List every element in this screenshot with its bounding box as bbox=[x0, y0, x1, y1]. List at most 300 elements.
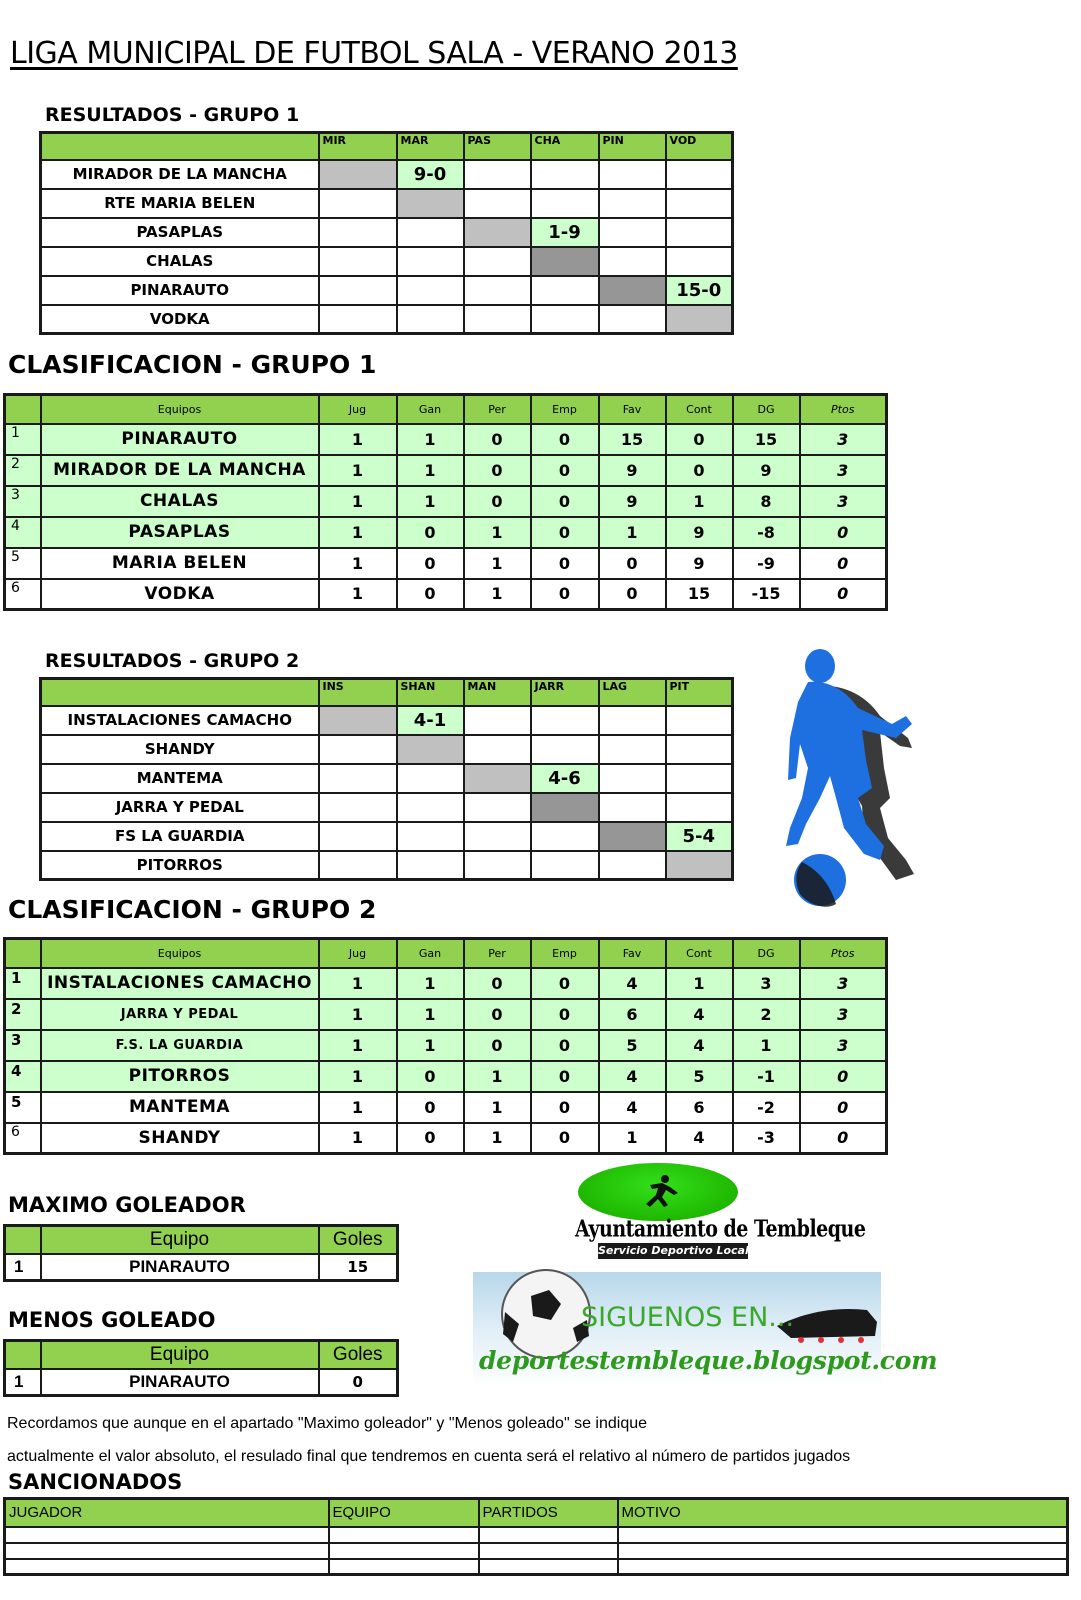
results-row bbox=[41, 305, 733, 334]
stat-pts: 0 bbox=[800, 1061, 887, 1092]
result-cell bbox=[464, 305, 531, 334]
result-cell: 5-4 bbox=[666, 822, 733, 851]
stat-cont: 0 bbox=[666, 424, 733, 455]
stat-gan: 1 bbox=[397, 486, 464, 517]
top-scorer-table bbox=[3, 1224, 399, 1282]
stat-jug: 1 bbox=[319, 1061, 397, 1092]
results-header-row bbox=[41, 679, 733, 706]
stat-emp: 0 bbox=[531, 1061, 599, 1092]
cell bbox=[329, 1559, 479, 1575]
col-header: Jug bbox=[319, 939, 397, 968]
result-cell bbox=[319, 160, 397, 189]
stat-gan: 0 bbox=[397, 1123, 464, 1154]
stat-pts: 3 bbox=[800, 424, 887, 455]
result-cell bbox=[319, 305, 397, 334]
stat-emp: 0 bbox=[531, 1123, 599, 1154]
football-player-icon bbox=[780, 648, 940, 933]
least-conceded-row bbox=[5, 1369, 398, 1396]
standings-header-row bbox=[5, 939, 887, 968]
stat-emp: 0 bbox=[531, 548, 599, 579]
sanctions-header-row bbox=[5, 1499, 1068, 1527]
result-cell bbox=[599, 822, 666, 851]
stat-jug: 1 bbox=[319, 968, 397, 999]
result-cell bbox=[464, 735, 531, 764]
cell bbox=[479, 1543, 618, 1559]
col-header: PAS bbox=[464, 133, 531, 160]
stat-pts: 3 bbox=[800, 968, 887, 999]
stat-fav: 0 bbox=[599, 548, 666, 579]
team-name: PINARAUTO bbox=[41, 1254, 319, 1281]
result-cell bbox=[666, 706, 733, 735]
sanctions-heading: SANCIONADOS bbox=[8, 1470, 183, 1494]
result-cell bbox=[319, 189, 397, 218]
col-header: VOD bbox=[666, 133, 733, 160]
stat-dg: 1 bbox=[733, 1030, 800, 1061]
result-cell bbox=[464, 764, 531, 793]
result-cell bbox=[464, 706, 531, 735]
col-header: MOTIVO bbox=[618, 1499, 1068, 1527]
results-row bbox=[41, 218, 733, 247]
result-cell bbox=[666, 305, 733, 334]
result-cell bbox=[397, 305, 464, 334]
stat-dg: -15 bbox=[733, 579, 800, 610]
stat-jug: 1 bbox=[319, 1123, 397, 1154]
team-name: PINARAUTO bbox=[41, 276, 319, 305]
result-cell bbox=[397, 822, 464, 851]
position: 1 bbox=[5, 968, 41, 999]
result-cell bbox=[599, 160, 666, 189]
result-cell bbox=[397, 793, 464, 822]
goals-value: 15 bbox=[319, 1254, 398, 1281]
stat-dg: 9 bbox=[733, 455, 800, 486]
team-name: PITORROS bbox=[41, 1061, 319, 1092]
stat-cont: 4 bbox=[666, 1123, 733, 1154]
header-blank bbox=[41, 679, 319, 706]
stat-cont: 9 bbox=[666, 548, 733, 579]
stat-per: 1 bbox=[464, 517, 531, 548]
stat-cont: 0 bbox=[666, 455, 733, 486]
col-header: SHAN bbox=[397, 679, 464, 706]
standings-row bbox=[5, 424, 887, 455]
position: 2 bbox=[5, 999, 41, 1030]
result-cell bbox=[599, 735, 666, 764]
note-line-1: Recordamos que aunque en el apartado "Maximo goleador" y "Menos goleado" se indique bbox=[7, 1415, 648, 1432]
position: 5 bbox=[5, 548, 41, 579]
stat-per: 1 bbox=[464, 1061, 531, 1092]
stat-dg: 8 bbox=[733, 486, 800, 517]
stat-pts: 3 bbox=[800, 1030, 887, 1061]
page-title: LIGA MUNICIPAL DE FUTBOL SALA - VERANO 2013 bbox=[10, 36, 738, 71]
top-scorer-heading: MAXIMO GOLEADOR bbox=[8, 1193, 246, 1217]
position: 1 bbox=[5, 424, 41, 455]
result-cell bbox=[397, 735, 464, 764]
team-name: RTE MARIA BELEN bbox=[41, 189, 319, 218]
position: 1 bbox=[5, 1369, 41, 1396]
result-cell bbox=[319, 851, 397, 880]
team-name: VODKA bbox=[41, 305, 319, 334]
result-cell bbox=[397, 764, 464, 793]
stat-gan: 1 bbox=[397, 968, 464, 999]
position: 2 bbox=[5, 455, 41, 486]
stat-cont: 6 bbox=[666, 1092, 733, 1123]
result-cell: 4-6 bbox=[531, 764, 599, 793]
col-header: MAR bbox=[397, 133, 464, 160]
result-cell bbox=[464, 276, 531, 305]
col-header: MIR bbox=[319, 133, 397, 160]
stat-per: 1 bbox=[464, 1092, 531, 1123]
cell bbox=[5, 1559, 329, 1575]
team-name: PINARAUTO bbox=[41, 1369, 319, 1396]
header-blank bbox=[41, 133, 319, 160]
results-row bbox=[41, 793, 733, 822]
stat-pts: 3 bbox=[800, 486, 887, 517]
stat-emp: 0 bbox=[531, 1092, 599, 1123]
group1-standings-heading: CLASIFICACION - GRUPO 1 bbox=[8, 350, 377, 379]
col-header: EQUIPO bbox=[329, 1499, 479, 1527]
col-header: PIT bbox=[666, 679, 733, 706]
position: 3 bbox=[5, 1030, 41, 1061]
group2-results-table bbox=[39, 677, 734, 881]
team-name: MIRADOR DE LA MANCHA bbox=[41, 160, 319, 189]
team-name: JARRA Y PEDAL bbox=[41, 793, 319, 822]
position: 6 bbox=[5, 579, 41, 610]
team-name: F.S. LA GUARDIA bbox=[41, 1030, 319, 1061]
team-name: MIRADOR DE LA MANCHA bbox=[41, 455, 319, 486]
result-cell bbox=[397, 189, 464, 218]
team-name: FS LA GUARDIA bbox=[41, 822, 319, 851]
stat-dg: 15 bbox=[733, 424, 800, 455]
result-cell bbox=[599, 276, 666, 305]
result-cell bbox=[531, 706, 599, 735]
result-cell bbox=[464, 218, 531, 247]
stat-dg: 2 bbox=[733, 999, 800, 1030]
col-header: Ptos bbox=[800, 939, 887, 968]
col-header: INS bbox=[319, 679, 397, 706]
col-header: Cont bbox=[666, 395, 733, 424]
result-cell bbox=[319, 276, 397, 305]
least-conceded-table bbox=[3, 1339, 399, 1397]
standings-row bbox=[5, 968, 887, 999]
sanctions-table bbox=[3, 1497, 1069, 1576]
cell bbox=[5, 1543, 329, 1559]
result-cell bbox=[599, 793, 666, 822]
stat-gan: 1 bbox=[397, 424, 464, 455]
result-cell bbox=[531, 735, 599, 764]
stat-gan: 0 bbox=[397, 1092, 464, 1123]
top-scorer-row bbox=[5, 1254, 398, 1281]
stat-fav: 4 bbox=[599, 1061, 666, 1092]
result-cell bbox=[531, 276, 599, 305]
results-header-row bbox=[41, 133, 733, 160]
stat-fav: 5 bbox=[599, 1030, 666, 1061]
least-conceded-heading: MENOS GOLEADO bbox=[8, 1308, 216, 1332]
stat-cont: 4 bbox=[666, 1030, 733, 1061]
sanction-row bbox=[5, 1559, 1068, 1575]
col-header: PARTIDOS bbox=[479, 1499, 618, 1527]
stat-pts: 0 bbox=[800, 517, 887, 548]
col-header: JARR bbox=[531, 679, 599, 706]
result-cell bbox=[464, 822, 531, 851]
col-header-team: Equipo bbox=[41, 1341, 319, 1369]
results-row bbox=[41, 764, 733, 793]
cell bbox=[618, 1543, 1068, 1559]
note-line-2: actualmente el valor absoluto, el resulado final que tendremos en cuenta será el relativo al número de partidos jugados bbox=[7, 1448, 851, 1465]
stat-cont: 9 bbox=[666, 517, 733, 548]
col-header: Per bbox=[464, 939, 531, 968]
results-row bbox=[41, 160, 733, 189]
standings-row bbox=[5, 486, 887, 517]
stat-pts: 0 bbox=[800, 1092, 887, 1123]
position: 4 bbox=[5, 517, 41, 548]
standings-row bbox=[5, 548, 887, 579]
result-cell bbox=[464, 793, 531, 822]
result-cell bbox=[397, 276, 464, 305]
stat-cont: 4 bbox=[666, 999, 733, 1030]
stat-per: 0 bbox=[464, 455, 531, 486]
cell bbox=[479, 1527, 618, 1543]
result-cell bbox=[319, 764, 397, 793]
team-name: MANTEMA bbox=[41, 764, 319, 793]
cell bbox=[5, 1527, 329, 1543]
result-cell bbox=[531, 189, 599, 218]
standings-row bbox=[5, 999, 887, 1030]
header-blank bbox=[5, 939, 41, 968]
result-cell bbox=[397, 851, 464, 880]
stat-dg: 3 bbox=[733, 968, 800, 999]
cell bbox=[479, 1559, 618, 1575]
result-cell bbox=[531, 851, 599, 880]
stat-emp: 0 bbox=[531, 1030, 599, 1061]
col-header: CHA bbox=[531, 133, 599, 160]
result-cell bbox=[319, 706, 397, 735]
team-name: PITORROS bbox=[41, 851, 319, 880]
team-name: INSTALACIONES CAMACHO bbox=[41, 706, 319, 735]
stat-jug: 1 bbox=[319, 548, 397, 579]
runner-icon bbox=[578, 1163, 738, 1221]
result-cell bbox=[464, 189, 531, 218]
team-name: PASAPLAS bbox=[41, 517, 319, 548]
stat-emp: 0 bbox=[531, 999, 599, 1030]
col-header: PIN bbox=[599, 133, 666, 160]
top-scorer-header bbox=[5, 1226, 398, 1254]
stat-emp: 0 bbox=[531, 455, 599, 486]
cell bbox=[329, 1543, 479, 1559]
stat-jug: 1 bbox=[319, 455, 397, 486]
result-cell bbox=[666, 218, 733, 247]
results-row bbox=[41, 822, 733, 851]
stat-fav: 15 bbox=[599, 424, 666, 455]
result-cell bbox=[666, 735, 733, 764]
results-row bbox=[41, 851, 733, 880]
result-cell bbox=[666, 247, 733, 276]
sanction-row bbox=[5, 1527, 1068, 1543]
stat-per: 0 bbox=[464, 1030, 531, 1061]
stat-pts: 0 bbox=[800, 1123, 887, 1154]
stat-dg: -9 bbox=[733, 548, 800, 579]
result-cell: 15-0 bbox=[666, 276, 733, 305]
col-header: MAN bbox=[464, 679, 531, 706]
result-cell bbox=[464, 247, 531, 276]
blog-banner[interactable] bbox=[473, 1272, 938, 1386]
result-cell bbox=[531, 822, 599, 851]
col-header: DG bbox=[733, 395, 800, 424]
results-row bbox=[41, 189, 733, 218]
stat-per: 0 bbox=[464, 968, 531, 999]
group2-standings-table bbox=[3, 937, 888, 1155]
ayuntamiento-logo bbox=[578, 1163, 738, 1221]
result-cell bbox=[599, 706, 666, 735]
stat-jug: 1 bbox=[319, 579, 397, 610]
stat-gan: 0 bbox=[397, 579, 464, 610]
stat-pts: 3 bbox=[800, 455, 887, 486]
team-name: CHALAS bbox=[41, 247, 319, 276]
stat-pts: 0 bbox=[800, 579, 887, 610]
stat-jug: 1 bbox=[319, 999, 397, 1030]
stat-jug: 1 bbox=[319, 424, 397, 455]
position: 1 bbox=[5, 1254, 41, 1281]
result-cell bbox=[599, 764, 666, 793]
stat-emp: 0 bbox=[531, 486, 599, 517]
stat-dg: -2 bbox=[733, 1092, 800, 1123]
result-cell bbox=[666, 764, 733, 793]
group1-standings-table bbox=[3, 393, 888, 611]
stat-cont: 1 bbox=[666, 486, 733, 517]
result-cell bbox=[531, 160, 599, 189]
stat-emp: 0 bbox=[531, 517, 599, 548]
stat-gan: 0 bbox=[397, 548, 464, 579]
col-header: Jug bbox=[319, 395, 397, 424]
stat-fav: 0 bbox=[599, 579, 666, 610]
team-name: MANTEMA bbox=[41, 1092, 319, 1123]
stat-per: 1 bbox=[464, 579, 531, 610]
header-blank bbox=[5, 395, 41, 424]
result-cell bbox=[397, 247, 464, 276]
col-header: Gan bbox=[397, 939, 464, 968]
standings-header-row bbox=[5, 395, 887, 424]
stat-dg: -8 bbox=[733, 517, 800, 548]
col-header: Gan bbox=[397, 395, 464, 424]
banner-url-link[interactable]: deportestembleque.blogspot.com bbox=[479, 1346, 938, 1375]
col-header-goals: Goles bbox=[319, 1226, 398, 1254]
result-cell bbox=[599, 305, 666, 334]
result-cell bbox=[319, 218, 397, 247]
stat-per: 1 bbox=[464, 1123, 531, 1154]
stat-per: 0 bbox=[464, 424, 531, 455]
header-blank bbox=[5, 1341, 41, 1369]
position: 5 bbox=[5, 1092, 41, 1123]
col-header: LAG bbox=[599, 679, 666, 706]
result-cell bbox=[666, 160, 733, 189]
stat-pts: 0 bbox=[800, 548, 887, 579]
stat-fav: 6 bbox=[599, 999, 666, 1030]
stat-fav: 9 bbox=[599, 455, 666, 486]
col-header: Fav bbox=[599, 939, 666, 968]
stat-jug: 1 bbox=[319, 1092, 397, 1123]
result-cell: 4-1 bbox=[397, 706, 464, 735]
col-header: Emp bbox=[531, 395, 599, 424]
standings-row bbox=[5, 1092, 887, 1123]
team-name: PINARAUTO bbox=[41, 424, 319, 455]
stat-fav: 9 bbox=[599, 486, 666, 517]
results-row bbox=[41, 247, 733, 276]
group2-standings-heading: CLASIFICACION - GRUPO 2 bbox=[8, 895, 377, 924]
result-cell bbox=[319, 247, 397, 276]
stat-gan: 0 bbox=[397, 1061, 464, 1092]
col-header: Equipos bbox=[41, 395, 319, 424]
result-cell bbox=[599, 189, 666, 218]
position: 4 bbox=[5, 1061, 41, 1092]
results-row bbox=[41, 706, 733, 735]
result-cell bbox=[397, 218, 464, 247]
col-header: Ptos bbox=[800, 395, 887, 424]
cell bbox=[329, 1527, 479, 1543]
result-cell bbox=[531, 247, 599, 276]
stat-gan: 1 bbox=[397, 455, 464, 486]
team-name: MARIA BELEN bbox=[41, 548, 319, 579]
result-cell: 9-0 bbox=[397, 160, 464, 189]
result-cell bbox=[531, 305, 599, 334]
team-name: PASAPLAS bbox=[41, 218, 319, 247]
group2-results-heading: RESULTADOS - GRUPO 2 bbox=[45, 650, 300, 672]
stat-jug: 1 bbox=[319, 517, 397, 548]
col-header: Fav bbox=[599, 395, 666, 424]
result-cell bbox=[599, 851, 666, 880]
stat-cont: 15 bbox=[666, 579, 733, 610]
stat-fav: 1 bbox=[599, 1123, 666, 1154]
stat-per: 0 bbox=[464, 486, 531, 517]
standings-row bbox=[5, 455, 887, 486]
result-cell bbox=[531, 793, 599, 822]
stat-gan: 1 bbox=[397, 1030, 464, 1061]
result-cell: 1-9 bbox=[531, 218, 599, 247]
stat-per: 1 bbox=[464, 548, 531, 579]
results-row bbox=[41, 735, 733, 764]
standings-row bbox=[5, 1030, 887, 1061]
stat-per: 0 bbox=[464, 999, 531, 1030]
stat-jug: 1 bbox=[319, 1030, 397, 1061]
result-cell bbox=[319, 793, 397, 822]
stat-fav: 1 bbox=[599, 517, 666, 548]
stat-fav: 4 bbox=[599, 1092, 666, 1123]
group1-results-heading: RESULTADOS - GRUPO 1 bbox=[45, 104, 300, 126]
group1-results-table bbox=[39, 131, 734, 335]
standings-row bbox=[5, 1123, 887, 1154]
banner-follow-text: SIGUENOS EN... bbox=[581, 1302, 795, 1333]
position: 3 bbox=[5, 486, 41, 517]
result-cell bbox=[666, 189, 733, 218]
stat-dg: -1 bbox=[733, 1061, 800, 1092]
team-name: SHANDY bbox=[41, 735, 319, 764]
stat-cont: 5 bbox=[666, 1061, 733, 1092]
standings-row bbox=[5, 579, 887, 610]
result-cell bbox=[319, 822, 397, 851]
col-header-team: Equipo bbox=[41, 1226, 319, 1254]
least-conceded-header bbox=[5, 1341, 398, 1369]
result-cell bbox=[464, 160, 531, 189]
col-header-goals: Goles bbox=[319, 1341, 398, 1369]
col-header: Per bbox=[464, 395, 531, 424]
col-header: JUGADOR bbox=[5, 1499, 329, 1527]
logo-name: Ayuntamiento de Tembleque bbox=[575, 1215, 866, 1243]
result-cell bbox=[599, 247, 666, 276]
col-header: Emp bbox=[531, 939, 599, 968]
team-name: VODKA bbox=[41, 579, 319, 610]
stat-emp: 0 bbox=[531, 579, 599, 610]
stat-emp: 0 bbox=[531, 968, 599, 999]
result-cell bbox=[464, 851, 531, 880]
sanction-row bbox=[5, 1543, 1068, 1559]
logo-strip: Servicio Deportivo Local bbox=[598, 1244, 749, 1257]
